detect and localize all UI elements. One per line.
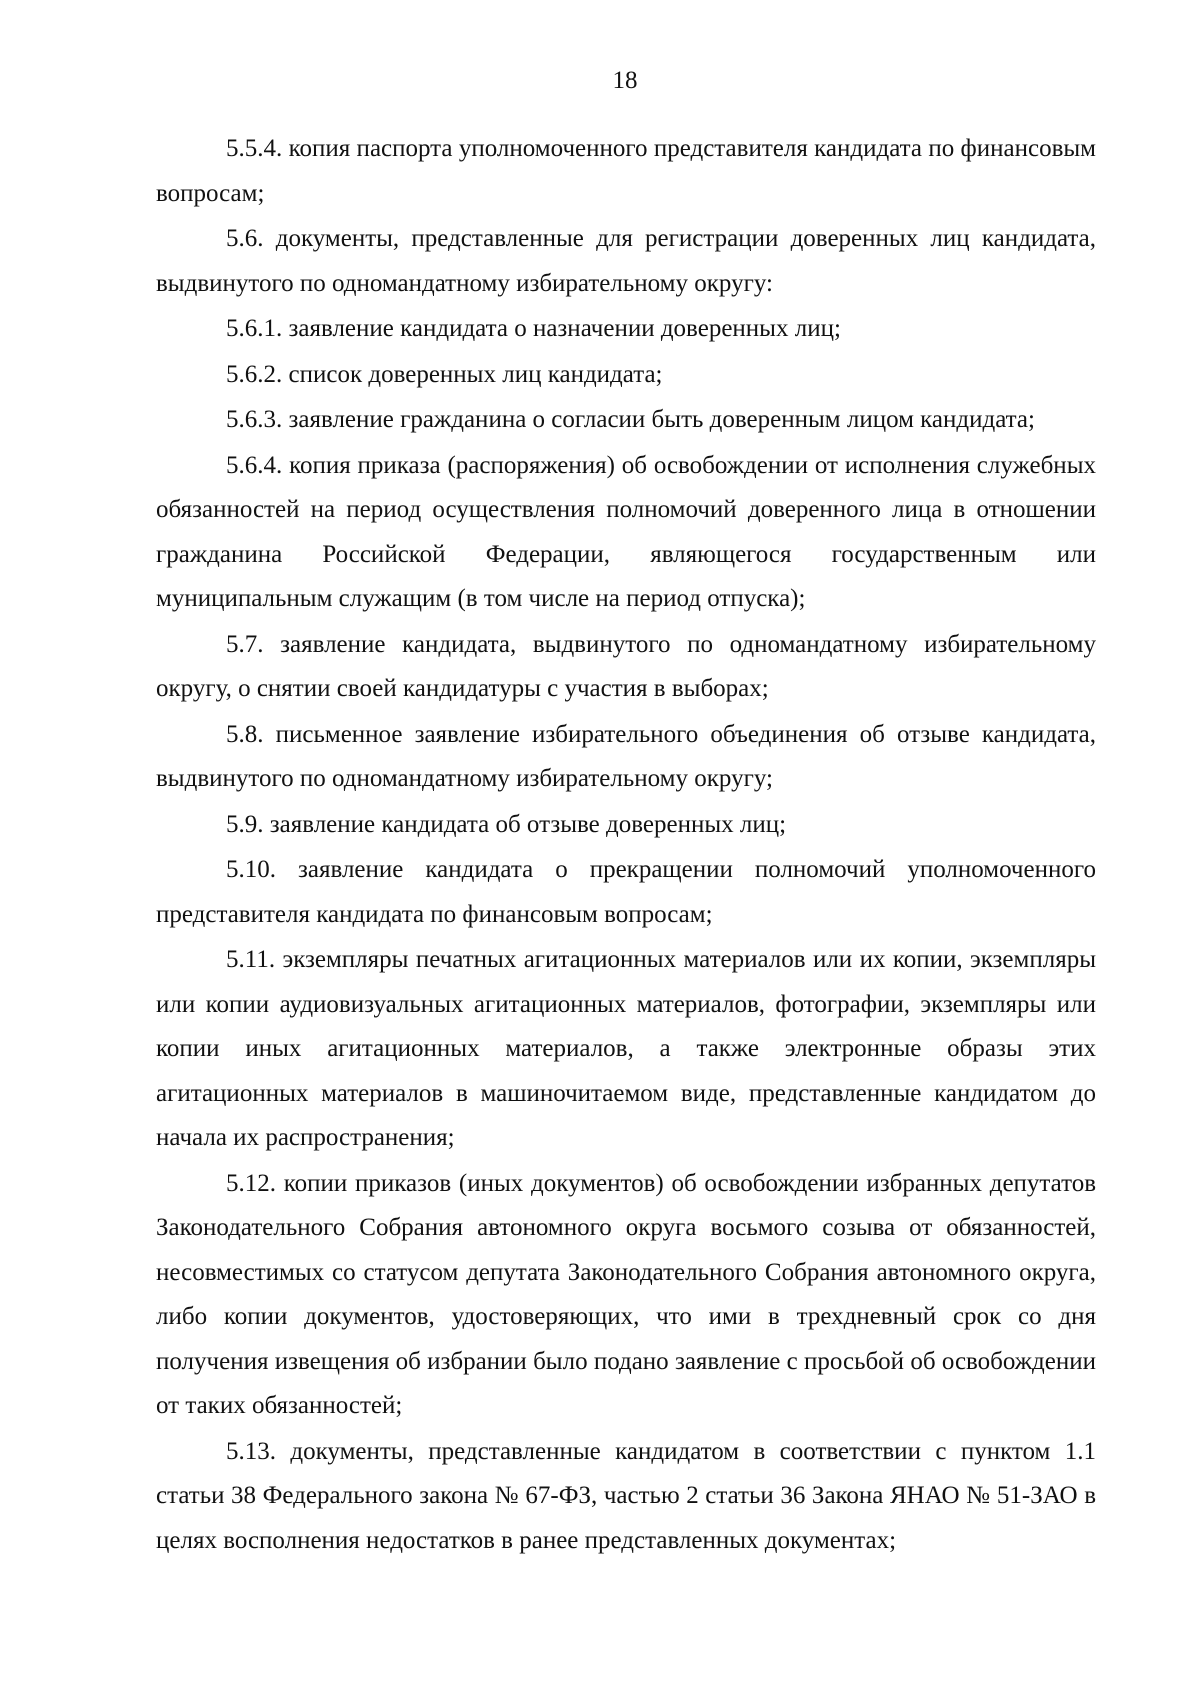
document-body bbox=[156, 127, 1096, 1564]
paragraph-5-6-3: 5.6.3. заявление гражданина о согласии быть доверенным лицом кандидата; bbox=[226, 406, 1035, 433]
paragraph-5-5-4: 5.5.4. копия паспорта уполномоченного представителя кандидата по финансовым вопросам; bbox=[156, 135, 1096, 207]
paragraph-5-9: 5.9. заявление кандидата об отзыве доверенных лиц; bbox=[226, 810, 787, 838]
paragraph-5-12: 5.12. копии приказов (иных документов) об освобождении избранных депутатов Законодательного Собрания автономного округа восьмого созыва от обязанностей, несовместимых со статусом депутата Законодательного Собрания автономного округа, либо копии документов, удостоверяющих, что ими в трехдневный срок со дня получения извещения об избрании было подано заявление с просьбой об освобождении от таких обязанностей; bbox=[156, 1169, 1096, 1419]
paragraph-5-6: 5.6. документы, представленные для регистрации доверенных лиц кандидата, выдвинутого по одномандатному избирательному округу: bbox=[156, 225, 1096, 297]
paragraph-5-6-1: 5.6.1. заявление кандидата о назначении доверенных лиц; bbox=[226, 315, 841, 342]
paragraph-5-8: 5.8. письменное заявление избирательного объединения об отзыве кандидата, выдвинутого по одномандатному избирательному округу; bbox=[156, 720, 1096, 792]
page-number: 18 bbox=[612, 67, 638, 94]
paragraph-5-11: 5.11. экземпляры печатных агитационных материалов или их копии, экземпляры или копии аудиовизуальных агитационных материалов, фотографии, экземпляры или копии иных агитационных материалов, а также электронные образы этих агитационных материалов в машиночитаемом виде, представленные кандидатом до начала их распространения; bbox=[156, 946, 1096, 1151]
paragraph-5-6-2: 5.6.2. список доверенных лиц кандидата; bbox=[226, 360, 663, 388]
paragraph-5-10: 5.10. заявление кандидата о прекращении полномочий уполномоченного представителя кандидата по финансовым вопросам; bbox=[156, 856, 1096, 928]
paragraph-5-6-4: 5.6.4. копия приказа (распоряжения) об освобождении от исполнения служебных обязанностей на период осуществления полномочий доверенного лица в отношении гражданина Российской Федерации, являющегося государственным или муниципальным служащим (в том числе на период отпуска); bbox=[156, 451, 1096, 612]
paragraph-5-7: 5.7. заявление кандидата, выдвинутого по одномандатному избирательному округу, о снятии своей кандидатуры с участия в выборах; bbox=[156, 630, 1096, 702]
paragraph-5-13: 5.13. документы, представленные кандидатом в соответствии с пунктом 1.1 статьи 38 Федерального закона № 67-ФЗ, частью 2 статьи 36 Закона ЯНАО № 51-ЗАО в целях восполнения недостатков в ранее представленных документах; bbox=[156, 1437, 1096, 1554]
